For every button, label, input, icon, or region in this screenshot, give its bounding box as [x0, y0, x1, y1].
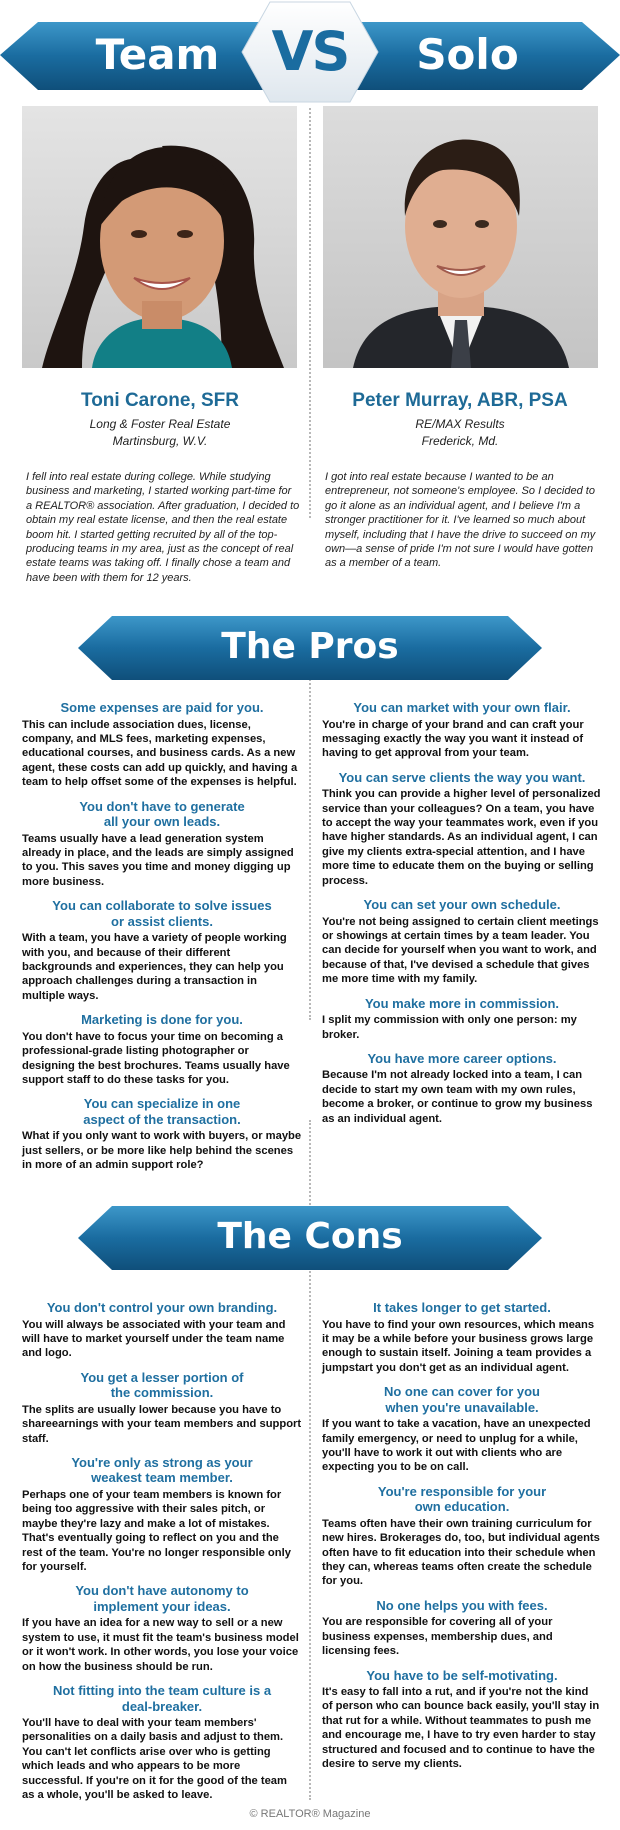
left-profile-story: I fell into real estate during college. While studying business and marketing, I started working part-time for a REALTOR® association. After graduation, I decided to obtain my real estate license, and then the real estate boom hit. I started getting recruited by all of the top-producing teams in my area, just as the concept of real estate teams was taking off. I finally chose a team and have been with them for 12 years. — [26, 471, 300, 584]
pros-title: The Pros — [221, 626, 399, 667]
portrait-man-icon — [323, 106, 598, 368]
left-profile-location: Martinsburg, W.V. — [112, 434, 208, 448]
pros-team-item — [22, 799, 302, 890]
pros-solo-heading: You can set your own schedule. — [363, 897, 561, 913]
column-divider-top — [309, 108, 311, 518]
cons-solo-heading: No one helps you with fees. — [376, 1597, 548, 1613]
team-title: Team — [95, 30, 220, 79]
cons-team-body: Perhaps one of your team members is known for being too aggressive with their sales pitch, or maybe they're lazy and make a lot of mistakes. That's eventually going to reflect on you and the rest of the team. You're no longer responsible only for yourself. — [22, 1488, 291, 1573]
pros-team-heading: Marketing is done for you. — [81, 1012, 243, 1028]
peter-murray-photo — [323, 106, 598, 368]
solo-title: Solo — [416, 30, 519, 79]
pros-team-item — [22, 1096, 302, 1172]
pros-team-column — [22, 700, 302, 1182]
header-banner — [0, 0, 620, 105]
cons-team-column — [22, 1300, 302, 1811]
cons-solo-heading: You have to be self-motivating. — [366, 1667, 558, 1683]
pros-team-body: Teams usually have a lead generation system already in place, and the leads are simply assigned to you. This saves you time and money digging up more business. — [22, 832, 294, 888]
pros-team-item — [22, 700, 302, 790]
pros-solo-heading: You have more career options. — [367, 1050, 557, 1066]
pros-solo-item — [322, 1051, 602, 1126]
pros-solo-item — [322, 770, 602, 888]
magazine-credit: © REALTOR® Magazine — [249, 1808, 371, 1820]
pros-banner — [0, 612, 620, 684]
pros-team-body: With a team, you have a variety of people working with you, and because of their different backgrounds and experiences, they can help you approach challenges during a transaction in multiple ways. — [22, 932, 287, 1002]
pros-team-item — [22, 1012, 302, 1087]
right-profile-location: Frederick, Md. — [421, 434, 499, 448]
left-profile-company: Long & Foster Real Estate — [89, 417, 231, 431]
cons-team-item — [22, 1683, 302, 1802]
pros-team-body: This can include association dues, license, company, and MLS fees, marketing expenses, educational courses, and business cards. As a new agent, these costs can add up quickly, and having a team to help offset some of the expenses is helpful. — [22, 718, 298, 789]
cons-solo-body: You are responsible for covering all of your business expenses, membership dues, and licensing fees. — [322, 1616, 553, 1658]
cons-solo-body: You have to find your own resources, which means it may be a while before your business grows large enough to sustain itself. Joining a team provides a jumpstart you don't get as an individual agent. — [322, 1318, 595, 1374]
cons-team-heading: You don't control your own branding. — [46, 1300, 278, 1315]
cons-team-item — [22, 1455, 302, 1574]
cons-solo-heading: You're responsible for your own education. — [377, 1483, 547, 1515]
cons-team-heading: You don't have autonomy to implement your ideas. — [75, 1583, 249, 1614]
left-profile-name: Toni Carone, SFR — [81, 390, 239, 411]
pros-solo-body: Because I'm not already locked into a team, I can decide to start my own team with my own rules, become a broker, or continue to grow my business as an individual agent. — [322, 1069, 593, 1125]
cons-solo-heading: No one can cover for you when you're unavailable. — [383, 1384, 541, 1415]
cons-solo-item — [322, 1384, 602, 1475]
right-profile-name: Peter Murray, ABR, PSA — [352, 390, 568, 411]
pros-solo-item — [322, 897, 602, 987]
cons-solo-heading: It takes longer to get started. — [373, 1300, 551, 1315]
pros-solo-heading: You make more in commission. — [364, 995, 560, 1011]
cons-team-heading: You're only as strong as your weakest team member. — [71, 1454, 253, 1486]
cons-team-item — [22, 1583, 302, 1674]
cons-team-heading: You get a lesser portion of the commission. — [80, 1369, 244, 1401]
cons-solo-body: Teams often have their own training curriculum for new hires. Brokerages do, too, but individual agents often have to fit education into their schedule when they can, whereas teams often create the schedule for you. — [322, 1517, 600, 1588]
pros-solo-body: You're in charge of your brand and can craft your messaging exactly the way you want it instead of having to get approval from your team. — [322, 718, 584, 760]
pros-solo-body: I split my commission with only one person: my broker. — [322, 1014, 577, 1041]
cons-team-body: You will always be associated with your team and will have to market yourself under the team name and logo. — [22, 1318, 286, 1360]
cons-solo-column — [322, 1300, 602, 1780]
pros-team-item — [22, 898, 302, 1003]
pros-solo-heading: You can serve clients the way you want. — [338, 769, 586, 785]
toni-carone-photo — [22, 106, 297, 368]
cons-team-item — [22, 1300, 302, 1361]
cons-solo-item — [322, 1484, 602, 1589]
right-profile-company: RE/MAX Results — [415, 417, 505, 431]
pros-team-heading: You can specialize in one aspect of the transaction. — [83, 1096, 241, 1127]
cons-title: The Cons — [217, 1216, 403, 1257]
pros-solo-body: You're not being assigned to certain client meetings or showings at certain times by a team leader. You can decide for yourself when you want to work, and because of that, I've devised a schedule that gives me more time with my family. — [322, 915, 599, 986]
cons-solo-item — [322, 1598, 602, 1659]
pros-team-body: What if you only want to work with buyers, or maybe just sellers, or be more like help behind the scenes in more of an admin support role? — [22, 1130, 302, 1172]
cons-team-heading: Not fitting into the team culture is a deal-breaker. — [52, 1683, 272, 1714]
pros-team-heading: You don't have to generate all your own leads. — [79, 798, 245, 830]
vs-label: VS — [271, 20, 349, 83]
cons-solo-body: If you want to take a vacation, have an unexpected family emergency, or need to unplug for a while, you'll have to work it out with clients who are expecting you to be on call. — [322, 1418, 591, 1474]
pros-solo-body: Think you can provide a higher level of personalized service than your colleagues? On a team, you have to accept the way your teammates work, even if you have higher standards. As an individual agent, I can give my clients extra-special attention, and I have more time to educate them on the buying or selling process. — [322, 788, 601, 887]
pros-team-heading: You can collaborate to solve issues or assist clients. — [52, 898, 272, 929]
cons-team-body: You'll have to deal with your team members' personalities on a daily basis and adjust to them. You can't let conflicts arise over who is getting which leads and who appears to be more successful. If you're on it for the good of the team as a whole, you'll be asked to leave. — [22, 1717, 287, 1802]
cons-team-body: The splits are usually lower because you have to shareearnings with your team members and support staff. — [22, 1403, 302, 1445]
cons-team-body: If you have an idea for a new way to sell or a new system to use, it must fit the team's business model or it won't work. In other words, you lose your voice on how the business should be run. — [22, 1617, 299, 1673]
pros-solo-item — [322, 700, 602, 761]
pros-solo-column — [322, 700, 602, 1135]
pros-team-body: You don't have to focus your time on becoming a professional-grade listing photographer or designing the best brochures. Teams usually have support staff to do these tasks for you. — [22, 1030, 290, 1086]
cons-solo-item — [322, 1300, 602, 1375]
cons-team-item — [22, 1370, 302, 1446]
pros-solo-item — [322, 996, 602, 1042]
pros-team-heading: Some expenses are paid for you. — [60, 700, 264, 715]
cons-solo-body: It's easy to fall into a rut, and if you're not the kind of person who can bounce back easily, you'll stay in that rut for a while. Without teammates to push me and encourage me, I have to try even harder to stay structured and focused and to continue to have the desire to serve my clients. — [322, 1686, 600, 1771]
right-profile-story: I got into real estate because I wanted to be an entrepreneur, not someone's employee. So I decided to go it alone as an individual agent, and I believe I'm a stronger practitioner for it. I've learned so much about myself, including that I have the drive to succeed on my own—a sense of pride I'm not sure I would have gotten as a member of a team. — [325, 471, 596, 570]
cons-solo-item — [322, 1668, 602, 1772]
portrait-woman-icon — [22, 106, 297, 368]
cons-banner — [0, 1202, 620, 1274]
pros-solo-heading: You can market with your own flair. — [353, 700, 571, 715]
